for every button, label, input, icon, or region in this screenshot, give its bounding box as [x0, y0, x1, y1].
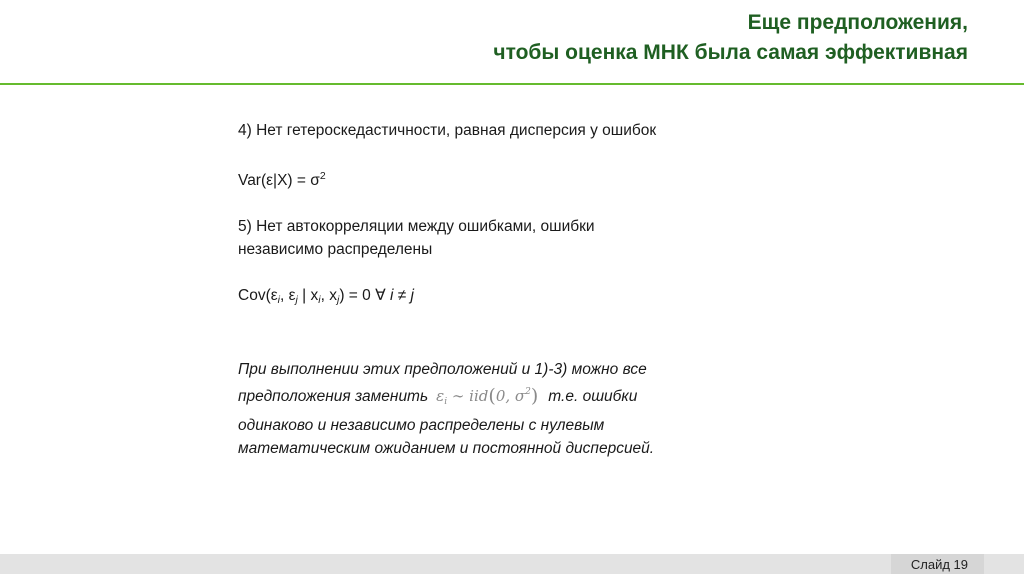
- cov-sub-i-2: i: [318, 294, 321, 306]
- cov-sub-j-2: j: [336, 294, 340, 306]
- footer-bar: [0, 554, 1024, 574]
- iid-formula: [428, 387, 548, 405]
- iid-rparen: ): [530, 385, 539, 407]
- iid-sup: 2: [525, 387, 531, 397]
- title-divider: [0, 83, 1024, 85]
- slide-title: [493, 8, 968, 68]
- assumption-5-line-2: независимо распределены: [238, 241, 433, 258]
- slide-body: [238, 119, 798, 460]
- cov-sep-1: , ε: [279, 287, 296, 304]
- cov-close: ) = 0 ∀: [339, 287, 390, 304]
- iid-args: 0, σ: [495, 387, 526, 405]
- note-line-4: математическим ожиданием и постоянной дисперсией.: [238, 440, 655, 457]
- cov-sub-i: i: [277, 294, 280, 306]
- slide-title-line-1: Еще предположения,: [747, 11, 968, 34]
- iid-eps: ε: [436, 387, 445, 405]
- variance-formula-exponent: 2: [319, 170, 326, 182]
- assumption-5-line-1: 5) Нет автокорреляции между ошибками, ошибки: [238, 218, 595, 235]
- cov-sep-2: , x: [320, 287, 337, 304]
- slide-title-line-2: чтобы оценка МНК была самая эффективная: [493, 41, 968, 64]
- cov-mid: | x: [297, 287, 319, 304]
- variance-formula-main: Var(ε|X) = σ: [238, 172, 320, 189]
- cov-open: Cov(ε: [238, 287, 278, 304]
- slide-number: Слайд 19: [891, 554, 984, 574]
- variance-formula: [238, 165, 798, 192]
- iid-mid: ∼ iid: [447, 387, 489, 405]
- note-line-1: При выполнении этих предположений и 1)-3) можно все: [238, 361, 647, 378]
- cov-condition: i ≠ j: [389, 287, 414, 304]
- assumption-4-text: 4) Нет гетероскедастичности, равная дисперсия у ошибок: [238, 122, 657, 139]
- note-line-2-after: т.е. ошибки: [548, 388, 638, 405]
- note-line-3: одинаково и независимо распределены с нулевым: [238, 417, 605, 434]
- note-line-2: [238, 381, 798, 414]
- iid-lparen: (: [488, 385, 496, 407]
- note-line-2-before: предположения заменить: [238, 388, 429, 405]
- covariance-formula: [238, 284, 798, 312]
- cov-sub-j: j: [295, 294, 298, 306]
- iid-sub: i: [444, 397, 448, 407]
